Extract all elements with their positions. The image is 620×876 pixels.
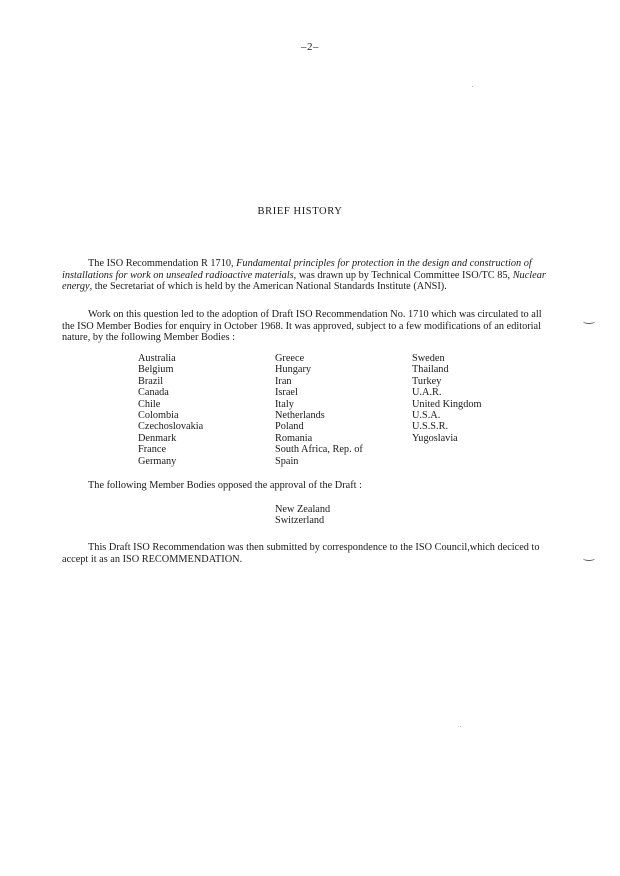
history-paragraph-opposition	[62, 480, 552, 492]
approving-members-column-3	[412, 353, 482, 444]
history-paragraph-intro	[62, 258, 552, 293]
intro-text-part1: The ISO Recommendation R 1710,	[88, 258, 237, 269]
member-body: United Kingdom	[412, 398, 482, 410]
member-body: Colombia	[138, 410, 179, 422]
member-body: Czechoslovakia	[138, 421, 204, 433]
page-number: –2–	[301, 41, 319, 53]
member-body: Sweden	[412, 353, 445, 364]
member-body: Belgium	[138, 364, 174, 376]
member-body: Poland	[275, 421, 304, 433]
history-paragraph-acceptance	[62, 542, 552, 565]
member-body: Romania	[275, 432, 313, 444]
member-body: Israel	[275, 387, 298, 399]
intro-text-part2: , was drawn up by Technical Committee ISO/TC 85,	[293, 269, 513, 281]
opposing-members-list	[275, 504, 330, 527]
member-body: Denmark	[138, 432, 177, 444]
margin-mark	[583, 556, 595, 561]
acceptance-text: This Draft ISO Recommendation was then submitted by correspondence to the ISO Council,which deciced to accept it as an ISO RECOMMENDATION.	[62, 542, 540, 565]
margin-mark	[583, 319, 595, 324]
member-body: Yugoslavia	[412, 432, 458, 444]
member-body: Greece	[275, 353, 305, 364]
member-body: Chile	[138, 398, 161, 410]
member-body: Switzerland	[275, 515, 325, 527]
member-body: South Africa, Rep. of	[275, 444, 363, 456]
member-body: U.S.A.	[412, 410, 441, 422]
intro-text-part3: , the Secretariat of which is held by the American National Standards Institute (ANSI).	[89, 281, 447, 293]
member-body: Italy	[275, 398, 294, 410]
section-title: BRIEF HISTORY	[257, 206, 343, 217]
member-body: Germany	[138, 455, 177, 467]
opposition-text: The following Member Bodies opposed the approval of the Draft :	[88, 480, 362, 491]
scan-speck	[472, 86, 473, 87]
committee-name: Nuclear energy	[62, 269, 546, 293]
member-body: Iran	[275, 375, 292, 387]
member-body: Canada	[138, 387, 169, 399]
member-body: Australia	[138, 353, 176, 364]
member-body: France	[138, 444, 167, 456]
member-body: Turkey	[412, 375, 442, 387]
approving-members-column-1	[138, 353, 203, 467]
member-body: Spain	[275, 455, 299, 467]
member-body: Thailand	[412, 364, 449, 376]
member-body: New Zealand	[275, 504, 331, 515]
member-body: Hungary	[275, 364, 312, 376]
member-body: Brazil	[138, 375, 164, 387]
member-body: Netherlands	[275, 410, 325, 422]
approval-text: Work on this question led to the adoption of Draft ISO Recommendation No. 1710 which was circulated to all the ISO Member Bodies for enquiry in October 1968. It was approved, subject to a few modifications of an editorial nature, by the following Member Bodies :	[62, 309, 542, 344]
approving-members-column-2	[275, 353, 363, 467]
history-paragraph-approval	[62, 309, 552, 344]
member-body: U.S.S.R.	[412, 421, 449, 433]
recommendation-title: Fundamental principles for protection in the design and construction of installations for work on unsealed radioactive materials	[62, 258, 532, 281]
scan-speck	[460, 726, 461, 727]
member-body: U.A.R.	[412, 387, 442, 399]
